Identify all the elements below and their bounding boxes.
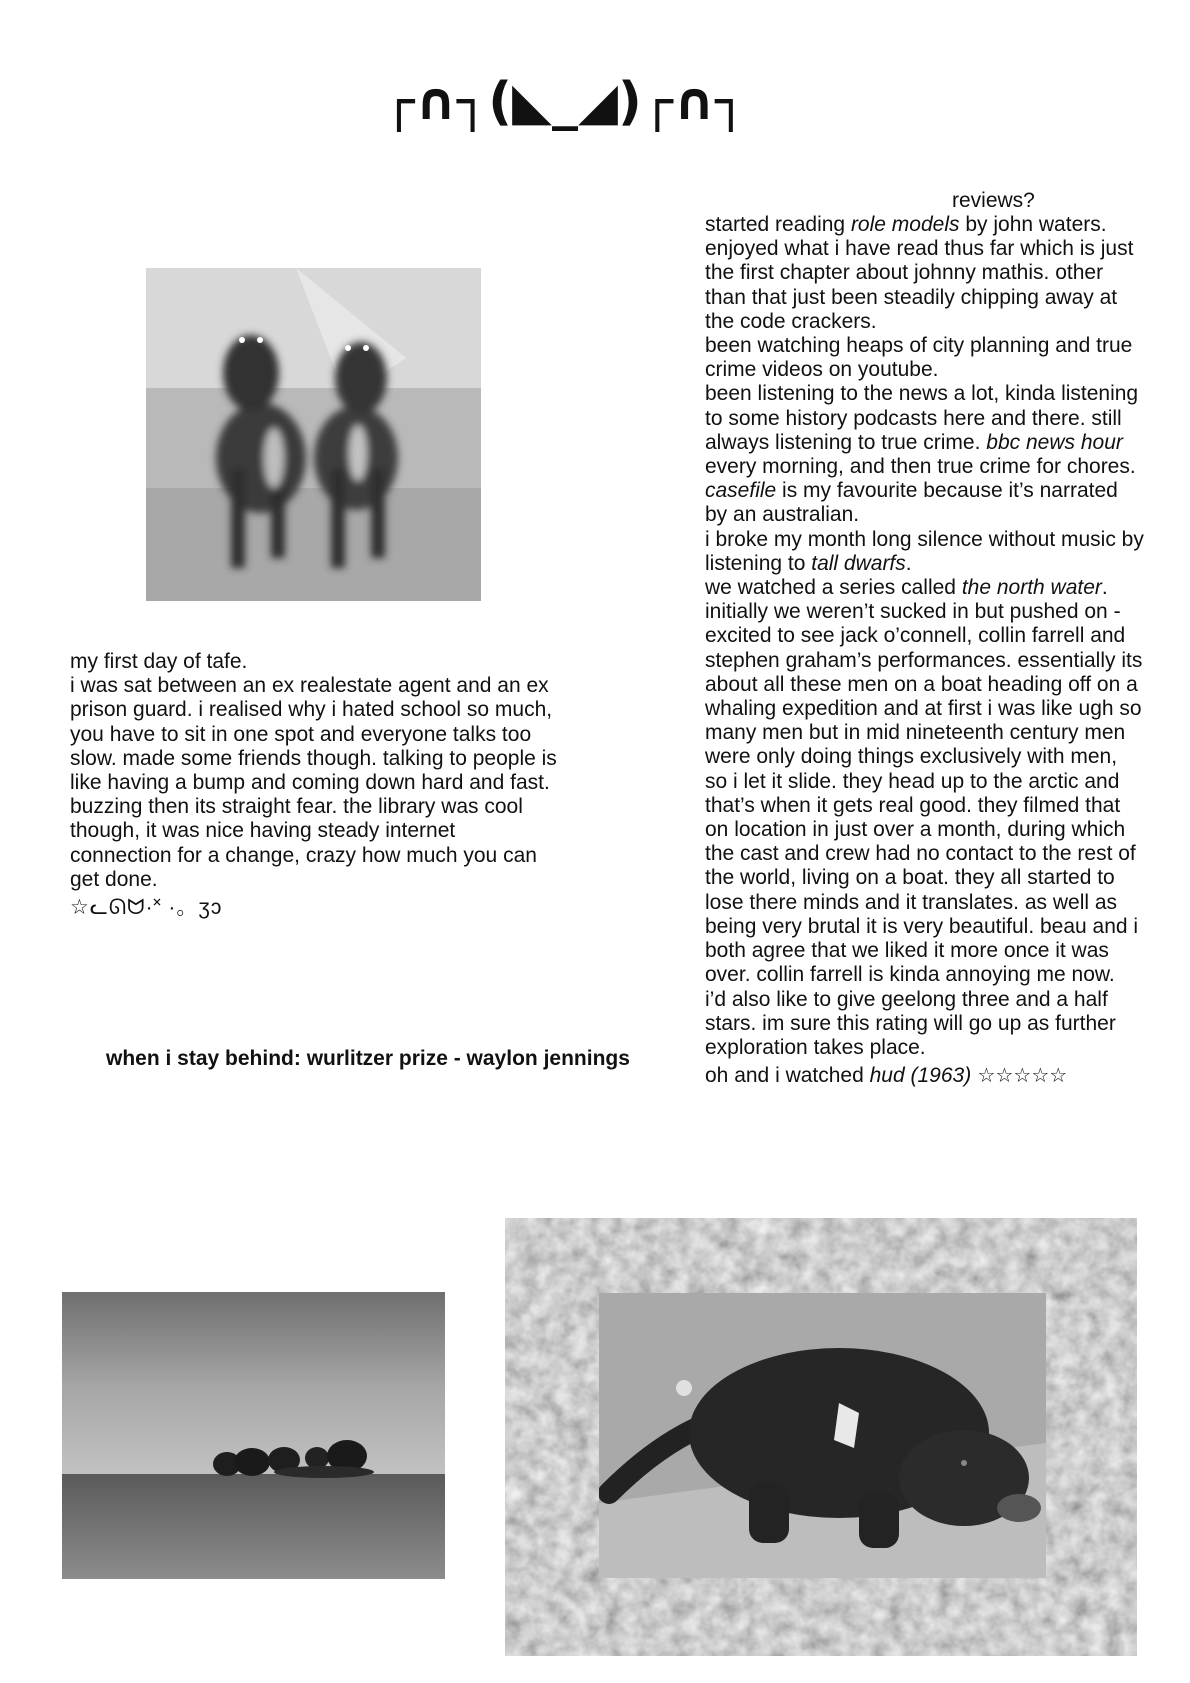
star-rating: ☆☆☆☆☆ <box>971 1063 1068 1088</box>
review-youtube: been watching heaps of city planning and true crime videos on youtube. <box>705 334 1133 382</box>
podcast-title-bbc: bbc news hour <box>986 430 1123 454</box>
decorative-emoticon: ☆ᓚᘏᗢ·˟ ·。ʒɔ <box>70 896 223 920</box>
tafe-story <box>70 650 560 920</box>
banner-emoticon: ┌∩┐(◣_◢)┌∩┐ <box>383 72 747 132</box>
reviews-heading: reviews? <box>952 189 1035 212</box>
review-geelong: i’d also like to give geelong three and a half stars. im sure this rating will go up as further exploration takes place. <box>705 987 1116 1059</box>
review-series: we watched a series called the north water. initially we weren’t sucked in but pushed on - excited to see jack o’connell, collin farrell and stephen graham’s performances. essentially its about all these men on a boat heading off on a whaling expedition and at first i was like ugh so many men but in mid nineteenth century men were only doing things exclusively with men, so i let it slide. they head up to the arctic and that’s when it gets real good. they filmed that on location in just over a month, during which the cast and crew had no contact to the rest of the world, living on a boat. they all started to lose there minds and it translates. as well as being very brutal it is very beautiful. beau and i both agree that we liked it more once it was over. collin farrell is kinda annoying me now. <box>705 576 1143 987</box>
band-name: tall dwarfs <box>811 551 906 575</box>
series-title: the north water <box>961 576 1102 600</box>
podcast-title-casefile: casefile <box>705 479 777 503</box>
tafe-line-1: my first day of tafe. <box>70 650 248 673</box>
review-hud: oh and i watched hud (1963) ☆☆☆☆☆ <box>705 1063 1068 1088</box>
book-title: role models <box>850 213 960 236</box>
review-books: started reading role models by john waters. enjoyed what i have read thus far which is just the first chapter about johnny mathis. other than that just been steadily chipping away at the code crackers. <box>705 213 1134 333</box>
song-caption: when i stay behind: wurlitzer prize - waylon jennings <box>106 1047 630 1070</box>
landscape-photo <box>62 1292 445 1579</box>
header-banner <box>330 72 800 162</box>
review-podcasts: been listening to the news a lot, kinda listening to some history podcasts here and there. still always listening to true crime. bbc news hour every morning, and then true crime for chores. casefile is my favourite because it’s narrated by an australian. <box>705 382 1139 527</box>
two-dogs-photo <box>146 268 481 601</box>
film-title: hud (1963) <box>869 1064 972 1088</box>
tafe-paragraph: i was sat between an ex realestate agent and an ex prison guard. i realised why i hated school so much, you have to sit in one spot and everyone talks too slow. made some friends though. talking to people is like having a bump and coming down hard and fast. buzzing then its straight fear. the library was cool though, it was nice having steady internet connection for a change, crazy how much you can get done. <box>70 674 557 891</box>
stuffed-animal-photo <box>599 1293 1046 1578</box>
reviews-column <box>705 213 1145 1088</box>
review-music: i broke my month long silence without music by listening to tall dwarfs. <box>705 527 1144 575</box>
